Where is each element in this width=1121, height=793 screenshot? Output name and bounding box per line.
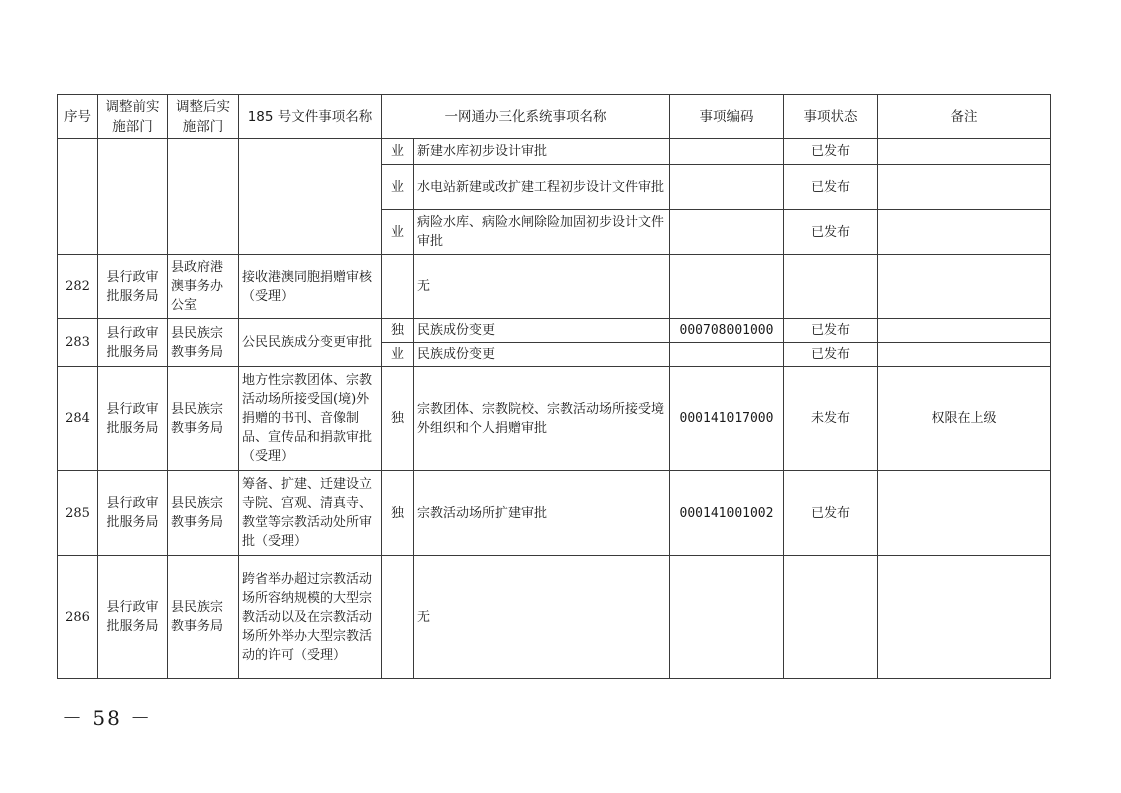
row-doc-item: [239, 139, 382, 255]
row-type: 独: [382, 367, 414, 471]
row-status: [784, 255, 878, 319]
table-body: [58, 139, 1051, 679]
header-code: 事项编码: [670, 95, 784, 139]
row-dept-after: 县政府港澳事务办公室: [168, 255, 239, 319]
row-dept-after: 县民族宗教事务局: [168, 556, 239, 679]
row-remark: [878, 255, 1051, 319]
row-seq: 286: [58, 556, 98, 679]
row-code: [670, 343, 784, 367]
table-row: [58, 319, 1051, 343]
row-dept-before: [98, 139, 168, 255]
row-system-item: 无: [414, 556, 670, 679]
header-doc-item: 185 号文件事项名称: [239, 95, 382, 139]
header-row: [58, 95, 1051, 139]
row-system-item: 宗教活动场所扩建审批: [414, 471, 670, 556]
row-system-item: 水电站新建或改扩建工程初步设计文件审批: [414, 165, 670, 210]
row-type: [382, 556, 414, 679]
row-type: 业: [382, 343, 414, 367]
row-seq: 285: [58, 471, 98, 556]
header-status: 事项状态: [784, 95, 878, 139]
row-dept-before: 县行政审批服务局: [98, 255, 168, 319]
row-system-item: 民族成份变更: [414, 319, 670, 343]
header-dept-before: 调整前实施部门: [98, 95, 168, 139]
row-status: 已发布: [784, 165, 878, 210]
row-code: 000141001002: [670, 471, 784, 556]
row-code: [670, 165, 784, 210]
header-seq: 序号: [58, 95, 98, 139]
row-dept-after: [168, 139, 239, 255]
row-code: 000141017000: [670, 367, 784, 471]
row-status: 未发布: [784, 367, 878, 471]
row-code: [670, 255, 784, 319]
table-row: [58, 556, 1051, 679]
row-status: 已发布: [784, 319, 878, 343]
items-table: [57, 94, 1051, 679]
row-doc-item: 跨省举办超过宗教活动场所容纳规模的大型宗教活动以及在宗教活动场所外举办大型宗教活动的许可（受理）: [239, 556, 382, 679]
row-remark: [878, 210, 1051, 255]
row-doc-item: 筹备、扩建、迁建设立寺院、宫观、清真寺、教堂等宗教活动处所审批（受理）: [239, 471, 382, 556]
row-status: [784, 556, 878, 679]
row-system-item: 新建水库初步设计审批: [414, 139, 670, 165]
row-system-item: 宗教团体、宗教院校、宗教活动场所接受境外组织和个人捐赠审批: [414, 367, 670, 471]
row-remark: 权限在上级: [878, 367, 1051, 471]
row-type: 独: [382, 471, 414, 556]
row-dept-after: 县民族宗教事务局: [168, 471, 239, 556]
row-dept-before: 县行政审批服务局: [98, 471, 168, 556]
row-type: 业: [382, 165, 414, 210]
row-type: 业: [382, 139, 414, 165]
row-status: 已发布: [784, 471, 878, 556]
row-code: 000708001000: [670, 319, 784, 343]
row-type: 独: [382, 319, 414, 343]
row-remark: [878, 165, 1051, 210]
row-seq: 283: [58, 319, 98, 367]
row-code: [670, 556, 784, 679]
row-doc-item: 公民民族成分变更审批: [239, 319, 382, 367]
row-code: [670, 210, 784, 255]
row-system-item: 无: [414, 255, 670, 319]
row-remark: [878, 556, 1051, 679]
row-remark: [878, 471, 1051, 556]
table-row: [58, 471, 1051, 556]
header-system-item: 一网通办三化系统事项名称: [382, 95, 670, 139]
row-dept-after: 县民族宗教事务局: [168, 367, 239, 471]
row-seq: [58, 139, 98, 255]
header-dept-after: 调整后实施部门: [168, 95, 239, 139]
row-dept-after: 县民族宗教事务局: [168, 319, 239, 367]
row-seq: 282: [58, 255, 98, 319]
table-row: [58, 367, 1051, 471]
row-remark: [878, 343, 1051, 367]
row-dept-before: 县行政审批服务局: [98, 367, 168, 471]
row-dept-before: 县行政审批服务局: [98, 556, 168, 679]
row-seq: 284: [58, 367, 98, 471]
row-type: 业: [382, 210, 414, 255]
row-type: [382, 255, 414, 319]
row-system-item: 民族成份变更: [414, 343, 670, 367]
row-status: 已发布: [784, 343, 878, 367]
row-status: 已发布: [784, 139, 878, 165]
row-doc-item: 地方性宗教团体、宗教活动场所接受国(境)外捐赠的书刊、音像制品、宣传品和捐款审批（受理）: [239, 367, 382, 471]
row-status: 已发布: [784, 210, 878, 255]
row-code: [670, 139, 784, 165]
table-row: [58, 255, 1051, 319]
row-remark: [878, 319, 1051, 343]
page-number: － 58 －: [62, 706, 153, 730]
header-remark: 备注: [878, 95, 1051, 139]
row-dept-before: 县行政审批服务局: [98, 319, 168, 367]
table-row: [58, 139, 1051, 165]
row-system-item: 病险水库、病险水闸除险加固初步设计文件审批: [414, 210, 670, 255]
row-remark: [878, 139, 1051, 165]
row-doc-item: 接收港澳同胞捐赠审核（受理）: [239, 255, 382, 319]
